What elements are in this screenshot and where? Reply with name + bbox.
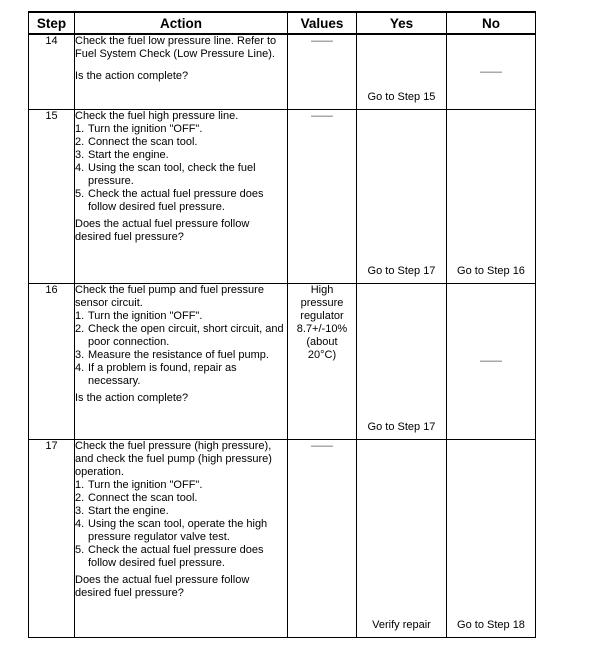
no-cell [447, 439, 536, 637]
step-number: 14 [29, 34, 75, 109]
action-step: 2. Connect the scan tool. [75, 491, 198, 504]
no-link[interactable]: Go to Step 16 [457, 264, 525, 277]
yes-link[interactable]: Go to Step 15 [367, 90, 436, 103]
action-step: 2. Check the open circuit, short circuit, and poor connection. [75, 322, 284, 348]
values-text: —— [311, 439, 333, 452]
action-cell [75, 439, 288, 637]
yes-link[interactable]: Go to Step 17 [367, 264, 436, 277]
action-intro: Check the fuel high pressure line. [75, 109, 239, 122]
header-no: No [447, 12, 536, 34]
action-intro: Check the fuel pressure (high pressure), and check the fuel pump (high pressure) operation. [75, 439, 272, 478]
values-text: High pressure regulator 8.7+/-10% (about 20°C) [296, 283, 348, 361]
no-cell [447, 109, 536, 283]
no-text: —— [480, 355, 502, 367]
yes-cell [357, 283, 447, 439]
no-cell [447, 283, 536, 439]
table-row [29, 109, 536, 283]
action-step: 5. Check the actual fuel pressure does follow desired fuel pressure. [75, 543, 264, 569]
no-text: —— [480, 65, 502, 78]
values-cell [288, 34, 357, 109]
action-step: 4. Using the scan tool, operate the high pressure regulator valve test. [75, 517, 268, 543]
action-step: 3. Start the engine. [75, 504, 169, 517]
table-row [29, 34, 536, 109]
header-row [29, 12, 536, 34]
header-values: Values [288, 12, 357, 34]
step-number: 17 [29, 439, 75, 637]
action-step: 3. Measure the resistance of fuel pump. [75, 348, 269, 361]
yes-link[interactable]: Verify repair [372, 618, 431, 631]
diagnostic-table [28, 11, 536, 638]
table-row [29, 439, 536, 637]
table-row [29, 283, 536, 439]
action-cell [75, 34, 288, 109]
action-step: 1. Turn the ignition "OFF". [75, 122, 203, 135]
no-link[interactable]: Go to Step 18 [457, 618, 525, 631]
values-text: —— [311, 35, 333, 47]
action-intro: Check the fuel pump and fuel pressure sensor circuit. [75, 283, 264, 309]
yes-link[interactable]: Go to Step 17 [367, 420, 436, 433]
action-step: 1. Turn the ignition "OFF". [75, 478, 203, 491]
action-question: Does the actual fuel pressure follow desired fuel pressure? [75, 217, 250, 243]
action-step: 1. Turn the ignition "OFF". [75, 309, 203, 322]
action-step: 4. Using the scan tool, check the fuel pressure. [75, 161, 256, 187]
action-question: Is the action complete? [75, 391, 189, 404]
values-cell [288, 439, 357, 637]
values-text: —— [311, 109, 333, 122]
yes-cell [357, 439, 447, 637]
yes-cell [357, 109, 447, 283]
step-number: 15 [29, 109, 75, 283]
action-step: 5. Check the actual fuel pressure does follow desired fuel pressure. [75, 187, 264, 213]
header-action: Action [75, 12, 288, 34]
yes-cell [357, 34, 447, 109]
action-cell [75, 283, 288, 439]
action-step: 4. If a problem is found, repair as necessary. [75, 361, 237, 387]
values-cell [288, 283, 357, 439]
no-cell [447, 34, 536, 109]
action-step: 2. Connect the scan tool. [75, 135, 198, 148]
action-intro: Check the fuel low pressure line. Refer to Fuel System Check (Low Pressure Line). [75, 35, 277, 60]
header-step: Step [29, 12, 75, 34]
action-cell [75, 109, 288, 283]
values-cell [288, 109, 357, 283]
action-question: Is the action complete? [75, 70, 189, 82]
action-question: Does the actual fuel pressure follow desired fuel pressure? [75, 573, 250, 599]
action-step: 3. Start the engine. [75, 148, 169, 161]
header-yes: Yes [357, 12, 447, 34]
step-number: 16 [29, 283, 75, 439]
